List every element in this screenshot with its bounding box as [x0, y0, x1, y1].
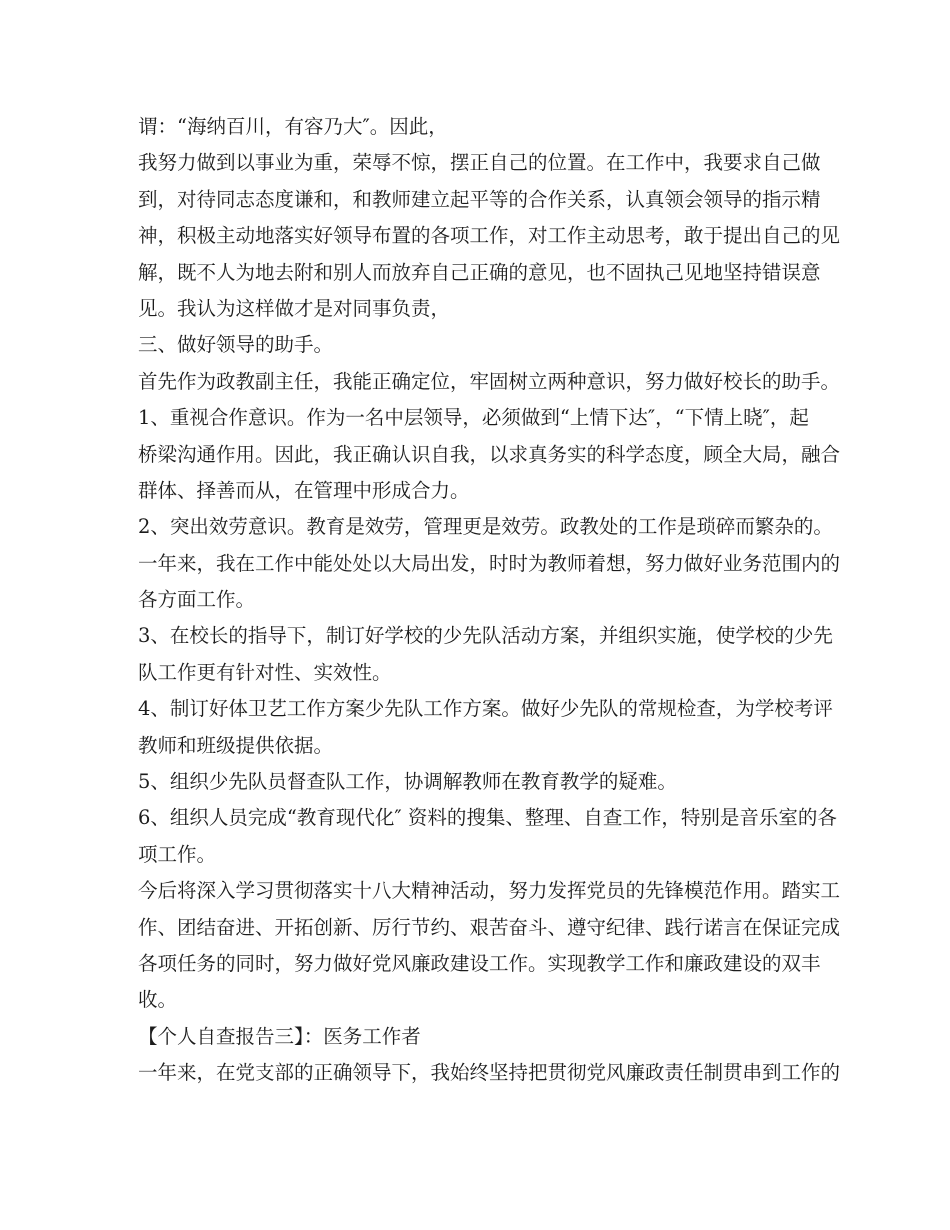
text-line: 首先作为政教副主任，我能正确定位，牢固树立两种意识，努力做好校长的助手。 [138, 369, 841, 393]
text-line: 解，既不人为地去附和别人而放弃自己正确的意见，也不固执己见地坚持错误意 [138, 260, 821, 284]
text-line: 队工作更有针对性、实效性。 [138, 660, 392, 684]
text-line: 神，积极主动地落实好领导布置的各项工作，对工作主动思考，敢于提出自己的见 [138, 224, 841, 248]
text-line: 我努力做到以事业为重，荣辱不惊，摆正自己的位置。在工作中，我要求自己做 [138, 151, 821, 175]
text-line: 到，对待同志态度谦和，和教师建立起平等的合作关系，认真领会领导的指示精 [138, 187, 821, 211]
text-line: 收。 [138, 988, 178, 1012]
document-text-block [138, 109, 841, 1092]
text-line: 三、做好领导的助手。 [138, 333, 334, 357]
text-line: 项工作。 [138, 842, 217, 866]
text-line: 5、组织少先队员督查队工作，协调解教师在教育教学的疑难。 [138, 770, 677, 794]
text-line: 一年来，在党支部的正确领导下，我始终坚持把贯彻党风廉政责任制贯串到工作的 [138, 1061, 841, 1085]
text-line: 桥梁沟通作用。因此，我正确认识自我，以求真务实的科学态度，顾全大局，融合 [138, 442, 841, 466]
text-line: 教师和班级提供依据。 [138, 733, 334, 757]
text-line: 各方面工作。 [138, 588, 256, 612]
text-line: 谓：“海纳百川，有容乃大″。因此， [138, 115, 448, 138]
text-line: 6、组织人员完成“教育现代化″ 资料的搜集、整理、自查工作，特别是音乐室的各 [138, 806, 837, 830]
text-line: 1、重视合作意识。作为一名中层领导，必须做到“上情下达″，“下情上晓″，起 [138, 406, 809, 430]
text-line: 今后将深入学习贯彻落实十八大精神活动，努力发挥党员的先锋模范作用。踏实工 [138, 879, 841, 903]
text-line: 群体、择善而从，在管理中形成合力。 [138, 478, 470, 502]
text-line: 3、在校长的指导下，制订好学校的少先队活动方案，并组织实施，使学校的少先 [138, 624, 833, 648]
text-line: 4、制订好体卫艺工作方案少先队工作方案。做好少先队的常规检查，为学校考评 [138, 697, 833, 721]
text-line: 【个人自查报告三】：医务工作者 [138, 1024, 421, 1048]
text-line: 见。我认为这样做才是对同事负责， [138, 296, 451, 320]
text-line: 作、团结奋进、开拓创新、厉行节约、艰苦奋斗、遵守纪律、践行诺言在保证完成 [138, 915, 841, 939]
text-line: 2、突出效劳意识。教育是效劳，管理更是效劳。政教处的工作是琐碎而繁杂的。 [138, 515, 833, 539]
text-line: 各项任务的同时，努力做好党风廉政建设工作。实现教学工作和廉政建设的双丰 [138, 951, 821, 975]
text-line: 一年来，我在工作中能处处以大局出发，时时为教师着想，努力做好业务范围内的 [138, 551, 841, 575]
